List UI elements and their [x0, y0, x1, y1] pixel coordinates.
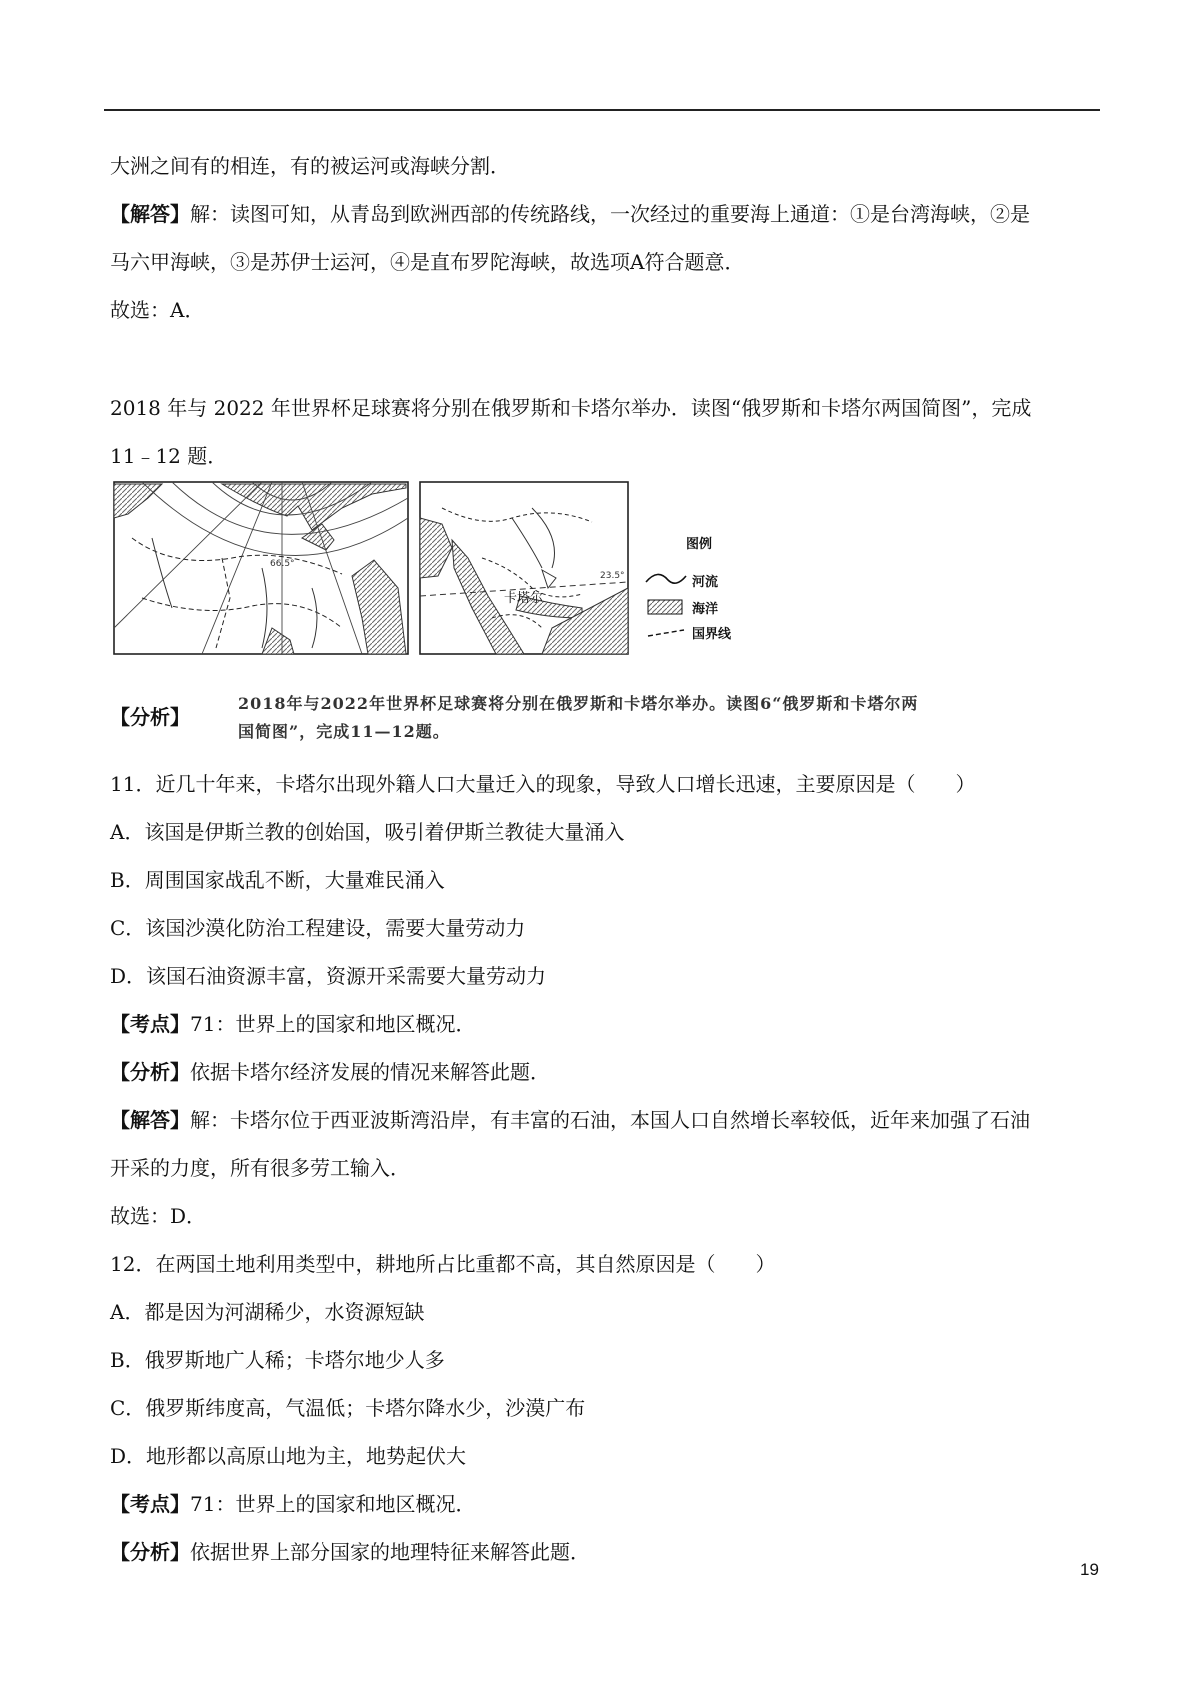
text-line-l7 [110, 703, 190, 731]
line-text: 11﹣12 题． [110, 444, 228, 468]
page-number: 19 [1080, 1560, 1099, 1579]
text-line-l22 [110, 1442, 466, 1470]
text-line-l1 [110, 152, 510, 180]
text-line-l9 [110, 818, 624, 846]
text-line-l8 [110, 770, 975, 798]
section-tag: 【分析】 [110, 705, 190, 729]
line-text: 依据世界上部分国家的地理特征来解答此题． [190, 1540, 590, 1564]
section-tag: 【分析】 [110, 1540, 190, 1564]
line-text: 2018 年与 2022 年世界杯足球赛将分别在俄罗斯和卡塔尔举办．读图“俄罗斯和卡塔尔两国简图”，完成 [110, 396, 1032, 420]
line-text: C．俄罗斯纬度高，气温低；卡塔尔降水少，沙漠广布 [110, 1396, 586, 1420]
text-line-l14 [110, 1058, 550, 1086]
line-text: 71：世界上的国家和地区概况． [190, 1012, 476, 1036]
text-line-l12 [110, 962, 546, 990]
line-text: A．该国是伊斯兰教的创始国，吸引着伊斯兰教徒大量涌入 [110, 820, 625, 844]
qatar-map [420, 482, 628, 654]
text-line-l17 [110, 1202, 206, 1230]
text-line-l3 [110, 248, 744, 276]
russia-map [114, 482, 408, 654]
latitude-label-qatar: 23.5° [600, 571, 625, 581]
line-text: 开采的力度，所有很多劳工输入． [110, 1156, 410, 1180]
text-line-l2 [110, 200, 1030, 228]
legend-border: 国界线 [692, 627, 732, 642]
line-text: 11．近几十年来，卡塔尔出现外籍人口大量迁入的现象，导致人口增长迅速，主要原因是（ ） [110, 772, 976, 796]
line-text: D．地形都以高原山地为主，地势起伏大 [110, 1444, 467, 1468]
latitude-label-russia: 66.5° [270, 559, 295, 569]
line-text: C．该国沙漠化防治工程建设，需要大量劳动力 [110, 916, 526, 940]
line-text: B．周围国家战乱不断，大量难民涌入 [110, 868, 445, 892]
text-line-l5 [110, 394, 1031, 422]
text-line-l21 [110, 1394, 585, 1422]
line-text: 故选：D． [110, 1204, 207, 1228]
legend-river-icon [646, 574, 686, 583]
section-tag: 【解答】 [110, 202, 190, 226]
text-line-l6 [110, 442, 227, 470]
scanned-caption [238, 690, 918, 746]
text-line-l15 [110, 1106, 1030, 1134]
map-legend [646, 536, 732, 642]
legend-border-icon [648, 630, 684, 636]
text-line-l23 [110, 1490, 475, 1518]
scanned-caption-line2: 国简图”，完成11—12题。 [238, 722, 450, 741]
section-tag: 【分析】 [110, 1060, 190, 1084]
qatar-label: 卡塔尔 [504, 591, 544, 606]
text-line-l10 [110, 866, 445, 894]
line-text: 大洲之间有的相连，有的被运河或海峡分割． [110, 154, 510, 178]
line-text: 故选：A． [110, 298, 205, 322]
line-text: 马六甲海峡，③是苏伊士运河，④是直布罗陀海峡，故选项A符合题意． [110, 250, 745, 274]
line-text: B．俄罗斯地广人稀；卡塔尔地少人多 [110, 1348, 445, 1372]
line-text: 解：读图可知，从青岛到欧洲西部的传统路线，一次经过的重要海上通道：①是台湾海峡，②是 [190, 202, 1030, 226]
text-line-l24 [110, 1538, 590, 1566]
line-text: 12．在两国土地利用类型中，耕地所占比重都不高，其自然原因是（ ） [110, 1252, 776, 1276]
maps-figure [112, 478, 752, 660]
text-line-l11 [110, 914, 525, 942]
section-tag: 【考点】 [110, 1492, 190, 1516]
text-line-l4 [110, 296, 204, 324]
text-line-l20 [110, 1346, 445, 1374]
text-line-l19 [110, 1298, 424, 1326]
section-tag: 【解答】 [110, 1108, 190, 1132]
scanned-caption-line1: 2018年与2022年世界杯足球赛将分别在俄罗斯和卡塔尔举办。读图6“俄罗斯和卡塔尔两 [238, 694, 919, 713]
line-text: 依据卡塔尔经济发展的情况来解答此题． [190, 1060, 550, 1084]
section-tag: 【考点】 [110, 1012, 190, 1036]
header-rule [104, 109, 1100, 111]
text-line-l18 [110, 1250, 775, 1278]
legend-title: 图例 [686, 537, 713, 552]
text-line-l13 [110, 1010, 475, 1038]
line-text: D．该国石油资源丰富，资源开采需要大量劳动力 [110, 964, 547, 988]
legend-ocean: 海洋 [692, 602, 719, 617]
text-line-l16 [110, 1154, 410, 1182]
legend-ocean-icon [648, 600, 682, 614]
legend-river: 河流 [692, 575, 719, 590]
line-text: 解：卡塔尔位于西亚波斯湾沿岸，有丰富的石油，本国人口自然增长率较低，近年来加强了石油 [190, 1108, 1030, 1132]
line-text: A．都是因为河湖稀少，水资源短缺 [110, 1300, 425, 1324]
line-text: 71：世界上的国家和地区概况． [190, 1492, 476, 1516]
